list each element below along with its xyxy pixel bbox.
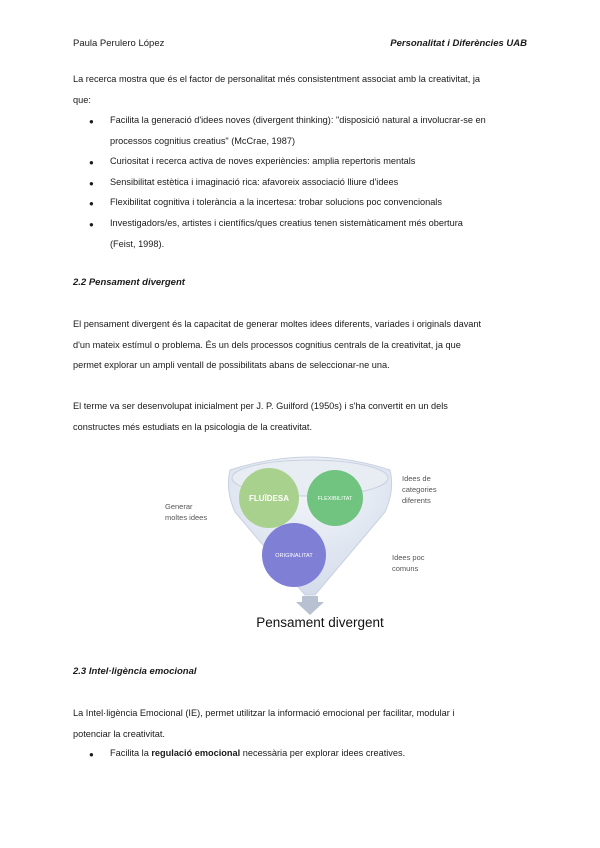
left-label-line: Generar bbox=[165, 502, 193, 511]
right-bottom-label-line: Idees poc bbox=[392, 553, 425, 562]
bullet-dot: ● bbox=[89, 117, 94, 126]
section-heading: 2.3 Intel·ligència emocional bbox=[73, 666, 197, 677]
bullet-text: Curiositat i recerca activa de noves experiències: amplia repertoris mentals bbox=[110, 156, 416, 166]
bullet-text: Investigadors/es, artistes i científics/ques creatius tenen sistemàticament més obertura bbox=[110, 218, 463, 228]
header-author: Paula Perulero López bbox=[73, 38, 165, 49]
bullet-text: necessària per explorar idees creatives. bbox=[240, 748, 406, 758]
left-label-line: moltes idees bbox=[165, 513, 208, 522]
bullet-item bbox=[110, 192, 528, 213]
right-top-label-line: Idees de bbox=[402, 474, 431, 483]
bullet-item bbox=[110, 110, 528, 151]
bullet-item bbox=[110, 151, 528, 172]
bullet-item bbox=[110, 172, 528, 193]
bullet-dot: ● bbox=[89, 158, 94, 167]
bullet-text: Sensibilitat estètica i imaginació rica: afavoreix associació lliure d'idees bbox=[110, 177, 399, 187]
bullet-text: (Feist, 1998). bbox=[110, 238, 165, 249]
down-arrow-icon bbox=[296, 596, 324, 615]
paragraph bbox=[73, 396, 527, 437]
text-line: d'un mateix estímul o problema. És un dels processos cognitius centrals de la creativitat, ja que bbox=[73, 339, 461, 350]
bullet-text: Facilita la bbox=[110, 748, 152, 758]
text-line: permet explorar un ampli ventall de possibilitats abans de seleccionar-ne una. bbox=[73, 360, 390, 370]
text-line: potenciar la creativitat. bbox=[73, 728, 165, 739]
paragraph bbox=[73, 703, 527, 744]
text-line: constructes més estudiats en la psicologia de la creativitat. bbox=[73, 421, 312, 432]
divergent-thinking-diagram bbox=[150, 450, 470, 635]
bullet-item bbox=[110, 213, 528, 254]
text-line: El pensament divergent és la capacitat de generar moltes idees diferents, variades i originals davant bbox=[73, 319, 482, 329]
flexibilitat-label: FLEXIBILITAT bbox=[317, 496, 353, 502]
bullet-text: processos cognitius creatius" (McCrae, 1987) bbox=[110, 135, 296, 146]
right-top-label-line: categories bbox=[402, 485, 437, 494]
intro-paragraph bbox=[73, 69, 527, 110]
section-heading: 2.2 Pensament divergent bbox=[73, 277, 185, 288]
bullet-dot: ● bbox=[89, 199, 94, 208]
diagram-title: Pensament divergent bbox=[256, 615, 384, 630]
intro-line-1: La recerca mostra que és el factor de personalitat més consistentment associat amb la creativitat, ja bbox=[73, 74, 480, 84]
bullet-text: Facilita la generació d'idees noves (divergent thinking): "disposició natural a involucrar-se en bbox=[110, 115, 486, 125]
bullet-dot: ● bbox=[89, 750, 94, 759]
bullet-text: Flexibilitat cognitiva i tolerància a la incertesa: trobar solucions poc convencionals bbox=[110, 197, 442, 207]
paragraph bbox=[73, 314, 527, 376]
bullet-dot: ● bbox=[89, 179, 94, 188]
text-line: El terme va ser desenvolupat inicialment per J. P. Guilford (1950s) i s'ha convertit en un dels bbox=[73, 401, 448, 411]
right-top-label-line: diferents bbox=[402, 496, 431, 505]
right-bottom-label-line: comuns bbox=[392, 564, 419, 573]
header-course: Personalitat i Diferències UAB bbox=[390, 38, 527, 49]
fluidesa-label: FLUÏDESA bbox=[249, 494, 289, 503]
intro-line-2: que: bbox=[73, 94, 91, 105]
bullet-bold-text: regulació emocional bbox=[151, 748, 241, 758]
originalitat-label: ORIGINALITAT bbox=[275, 553, 313, 559]
bullet-item bbox=[110, 743, 528, 764]
text-line: La Intel·ligència Emocional (IE), permet utilitzar la informació emocional per facilitar, modular i bbox=[73, 708, 455, 718]
bullet-dot: ● bbox=[89, 220, 94, 229]
